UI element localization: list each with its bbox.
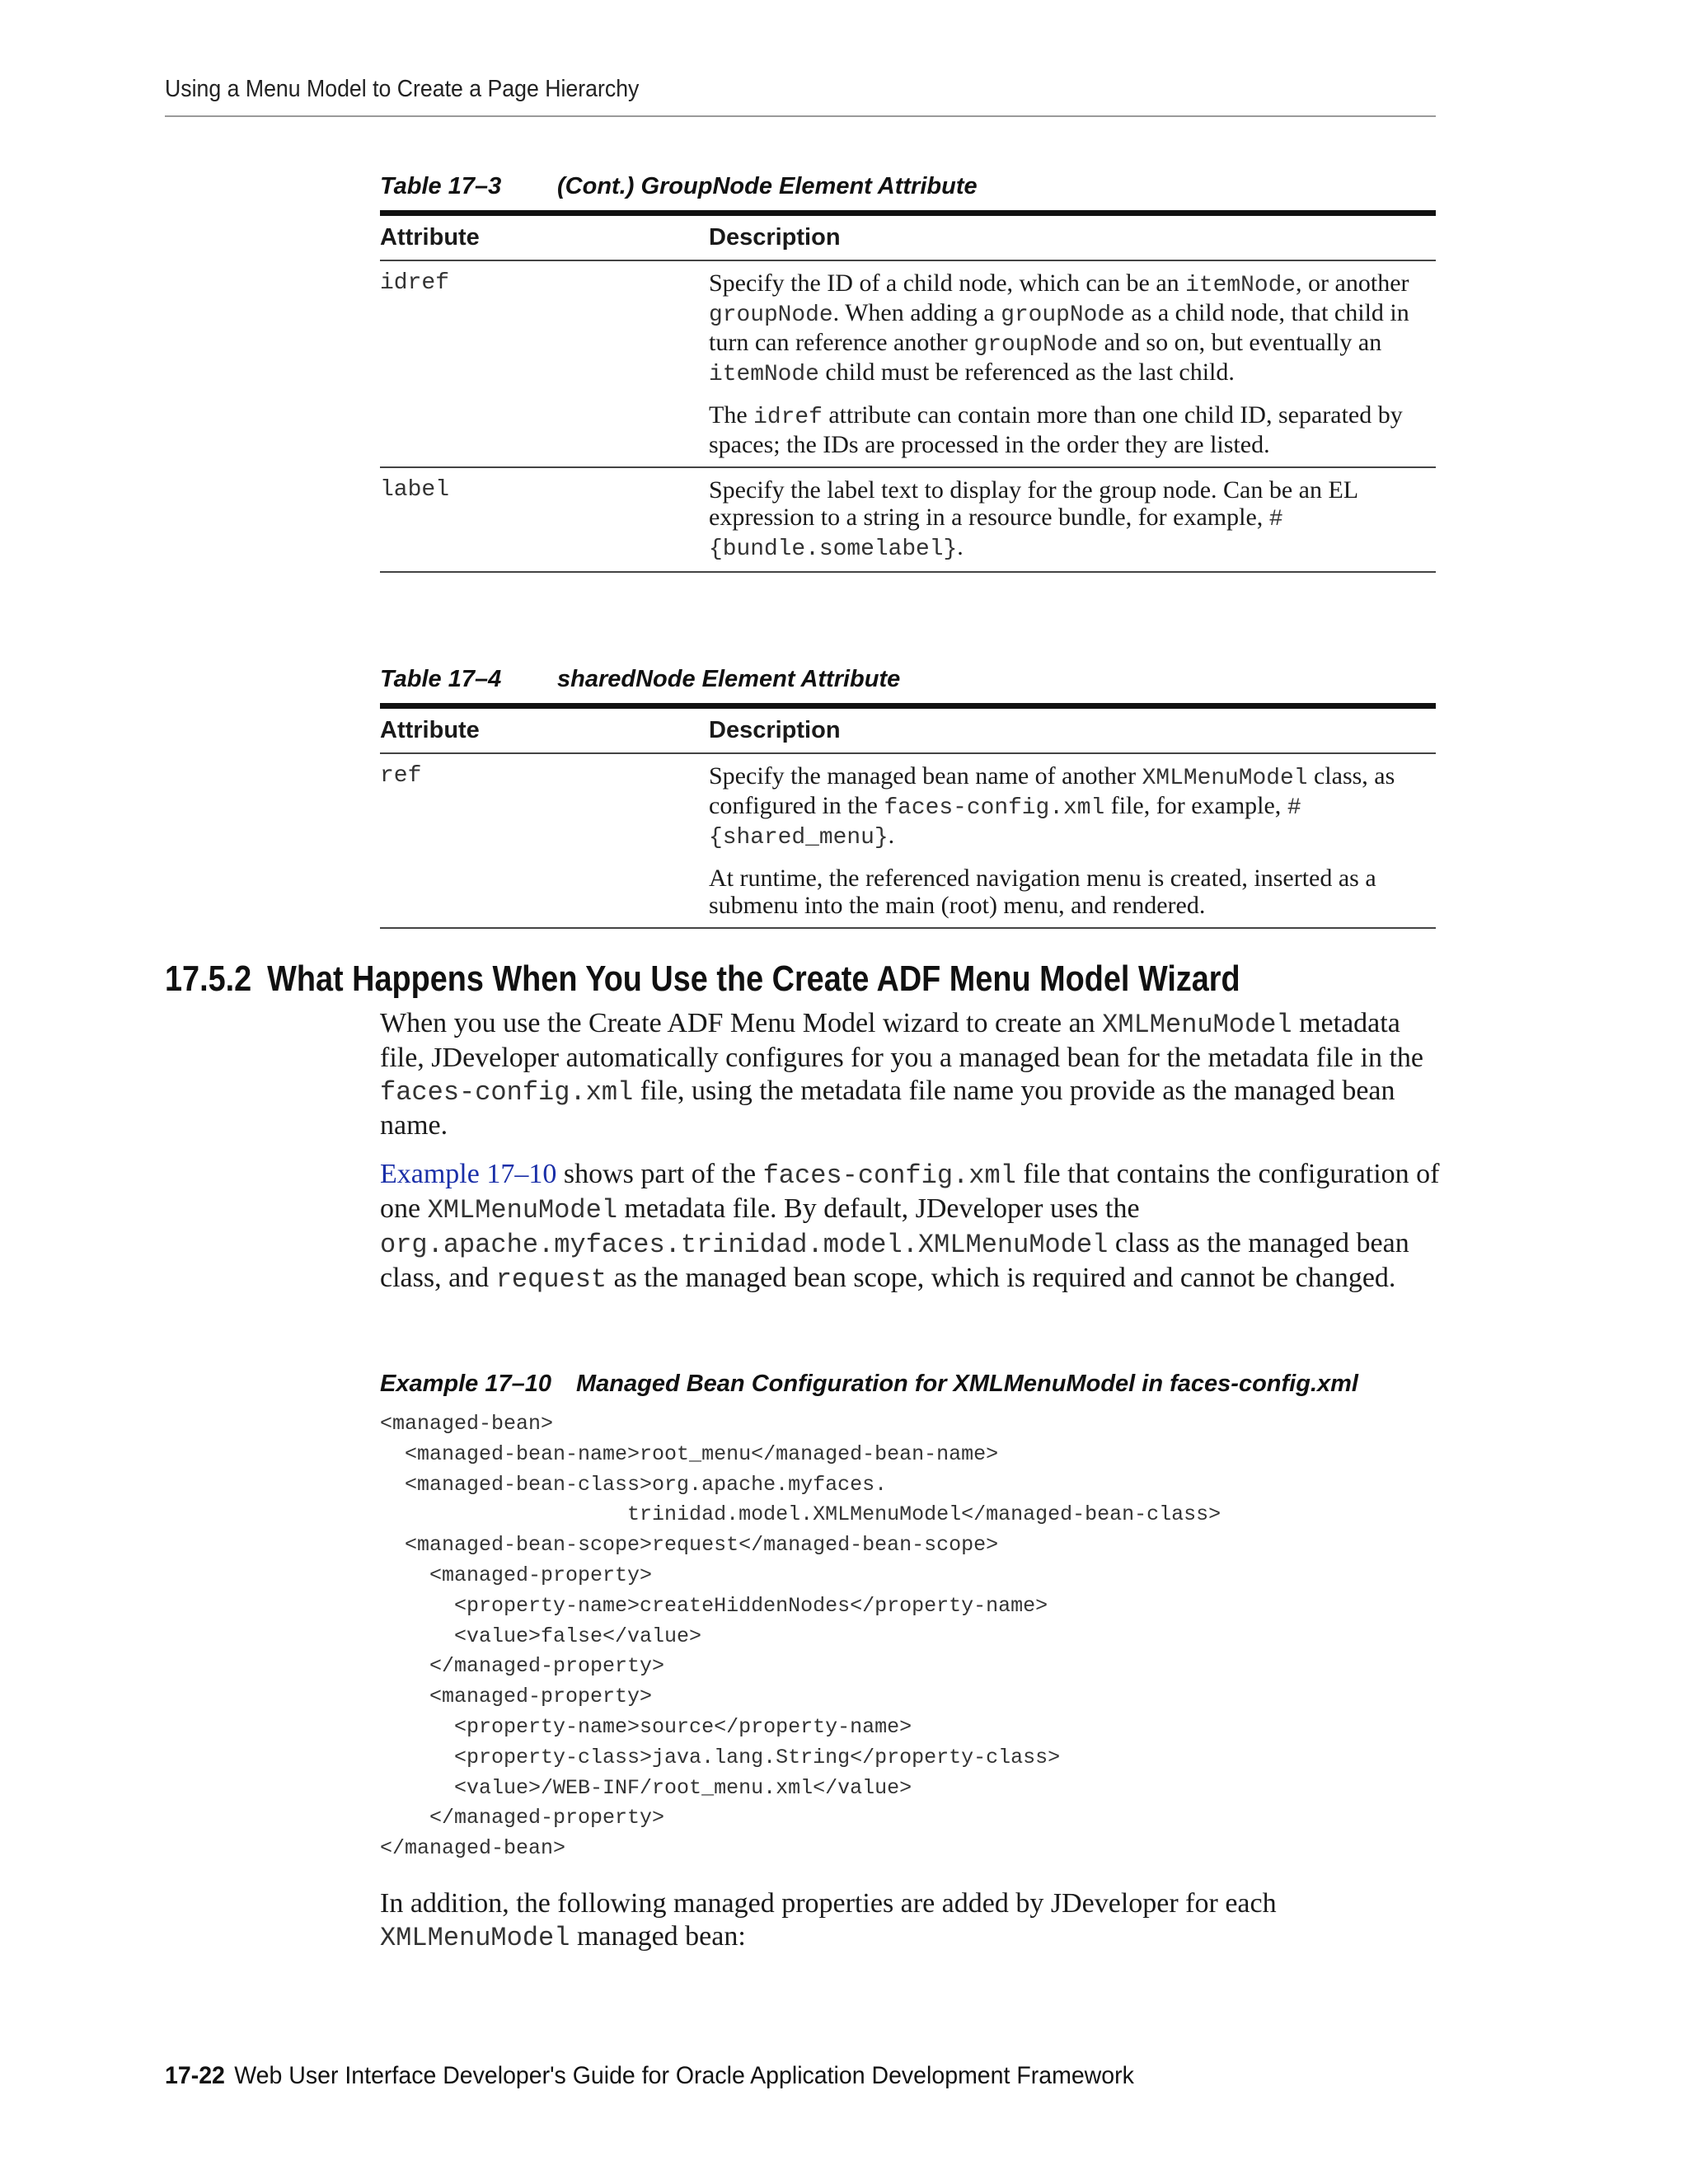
description-paragraph: The idref attribute can contain more than one child ID, separated by spaces; the IDs are processed in the order they are listed. bbox=[709, 401, 1403, 458]
inline-code: #{shared_menu} bbox=[709, 795, 1301, 851]
inline-code: request bbox=[495, 1264, 607, 1295]
header-description: Description bbox=[709, 717, 841, 743]
table-row bbox=[380, 468, 1436, 573]
inline-code: XMLMenuModel bbox=[1142, 766, 1308, 791]
table-17-3-number: Table 17–3 bbox=[380, 173, 502, 199]
inline-code: groupNode bbox=[709, 302, 833, 328]
section-heading bbox=[165, 958, 1240, 1000]
inline-code: XMLMenuModel bbox=[1102, 1010, 1292, 1040]
description-paragraph: At runtime, the referenced navigation menu is created, inserted as a submenu into the main (root) menu, and rendered. bbox=[709, 865, 1376, 919]
row-description bbox=[709, 269, 1436, 458]
section-number: 17.5.2 bbox=[165, 958, 252, 999]
inline-code: faces-config.xml bbox=[762, 1160, 1016, 1191]
row-description bbox=[709, 476, 1436, 563]
description-paragraph: Specify the label text to display for the group node. Can be an EL expression to a string in a resource bundle, for example, #{bundle.somelabel}. bbox=[709, 476, 1358, 562]
cross-reference-link[interactable]: Example 17–10 bbox=[380, 1159, 557, 1189]
inline-code: itemNode bbox=[1185, 273, 1296, 298]
table-17-3-caption bbox=[380, 173, 978, 200]
header-description: Description bbox=[709, 224, 841, 251]
inline-code: #{bundle.somelabel} bbox=[709, 507, 1283, 562]
example-number: Example 17–10 bbox=[380, 1371, 551, 1397]
inline-code: org.apache.myfaces.trinidad.model.XMLMenuModel bbox=[380, 1230, 1109, 1260]
inline-code: faces-config.xml bbox=[884, 795, 1105, 821]
table-header bbox=[380, 709, 1436, 754]
table-header bbox=[380, 216, 1436, 261]
section-title: What Happens When You Use the Create ADF Menu Model Wizard bbox=[267, 958, 1240, 999]
table-row bbox=[380, 754, 1436, 929]
page-footer bbox=[165, 2062, 1134, 2090]
page-number: 17-22 bbox=[165, 2062, 225, 2089]
table-17-4-number: Table 17–4 bbox=[380, 666, 502, 692]
row-attribute: ref bbox=[380, 763, 422, 789]
row-attribute: label bbox=[380, 477, 450, 503]
body-paragraph: In addition, the following managed properties are added by JDeveloper for each XMLMenuModel managed bean: bbox=[380, 1888, 1277, 1953]
inline-code: idref bbox=[753, 405, 823, 430]
table-17-4 bbox=[380, 703, 1436, 929]
inline-code: itemNode bbox=[709, 362, 819, 387]
inline-code: XMLMenuModel bbox=[427, 1195, 618, 1226]
header-rule bbox=[165, 115, 1436, 117]
description-paragraph: Specify the ID of a child node, which can be an itemNode, or another groupNode. When adding a groupNode as a child node, that child in turn can reference another groupNode and so on, but eventually an itemNode child must be referenced as the last child. bbox=[709, 269, 1409, 387]
row-description bbox=[709, 762, 1436, 919]
header-attribute: Attribute bbox=[380, 224, 480, 251]
row-attribute: idref bbox=[380, 270, 450, 296]
code-example: <managed-bean> <managed-bean-name>root_menu</managed-bean-name> <managed-bean-class>org.apache.myfaces. trinidad.model.XMLMenuModel</managed-bean-class> <managed-bean-scope>request</managed-bean-scope> <managed-property> <property-name>createHiddenNodes</property-name> <value>false</value> </managed-property> <managed-property> <property-name>source</property-name> <property-class>java.lang.String</property-class> <value>/WEB-INF/root_menu.xml</value> </managed-property> </managed-bean> bbox=[380, 1412, 1221, 1861]
header-attribute: Attribute bbox=[380, 717, 480, 743]
example-title: Managed Bean Configuration for XMLMenuModel in faces-config.xml bbox=[575, 1371, 1358, 1397]
running-header: Using a Menu Model to Create a Page Hierarchy bbox=[165, 76, 640, 102]
description-paragraph: Specify the managed bean name of another XMLMenuModel class, as configured in the faces-config.xml file, for example, #{shared_menu}. bbox=[709, 762, 1395, 851]
body-paragraph: When you use the Create ADF Menu Model wizard to create an XMLMenuModel metadata file, JDeveloper automatically configures for you a managed bean for the metadata file in the faces-config.xml file, using the metadata file name you provide as the managed bean name. bbox=[380, 1008, 1423, 1141]
inline-code: XMLMenuModel bbox=[380, 1923, 570, 1953]
inline-code: groupNode bbox=[1001, 302, 1125, 328]
book-title: Web User Interface Developer's Guide for Oracle Application Development Framework bbox=[234, 2062, 1134, 2089]
table-17-4-caption bbox=[380, 666, 900, 693]
table-17-3-title: (Cont.) GroupNode Element Attribute bbox=[557, 173, 978, 199]
example-caption bbox=[380, 1371, 1358, 1398]
inline-code: groupNode bbox=[973, 332, 1099, 358]
inline-code: faces-config.xml bbox=[380, 1077, 634, 1108]
table-17-3 bbox=[380, 210, 1436, 573]
body-paragraph: Example 17–10 shows part of the faces-config.xml file that contains the configuration of one XMLMenuModel metadata file. By default, JDeveloper uses the org.apache.myfaces.trinidad.model.XMLMenuModel class as the managed bean class, and request as the managed bean scope, which is required and cannot be changed. bbox=[380, 1159, 1440, 1295]
table-row bbox=[380, 261, 1436, 468]
table-17-4-title: sharedNode Element Attribute bbox=[557, 666, 901, 692]
